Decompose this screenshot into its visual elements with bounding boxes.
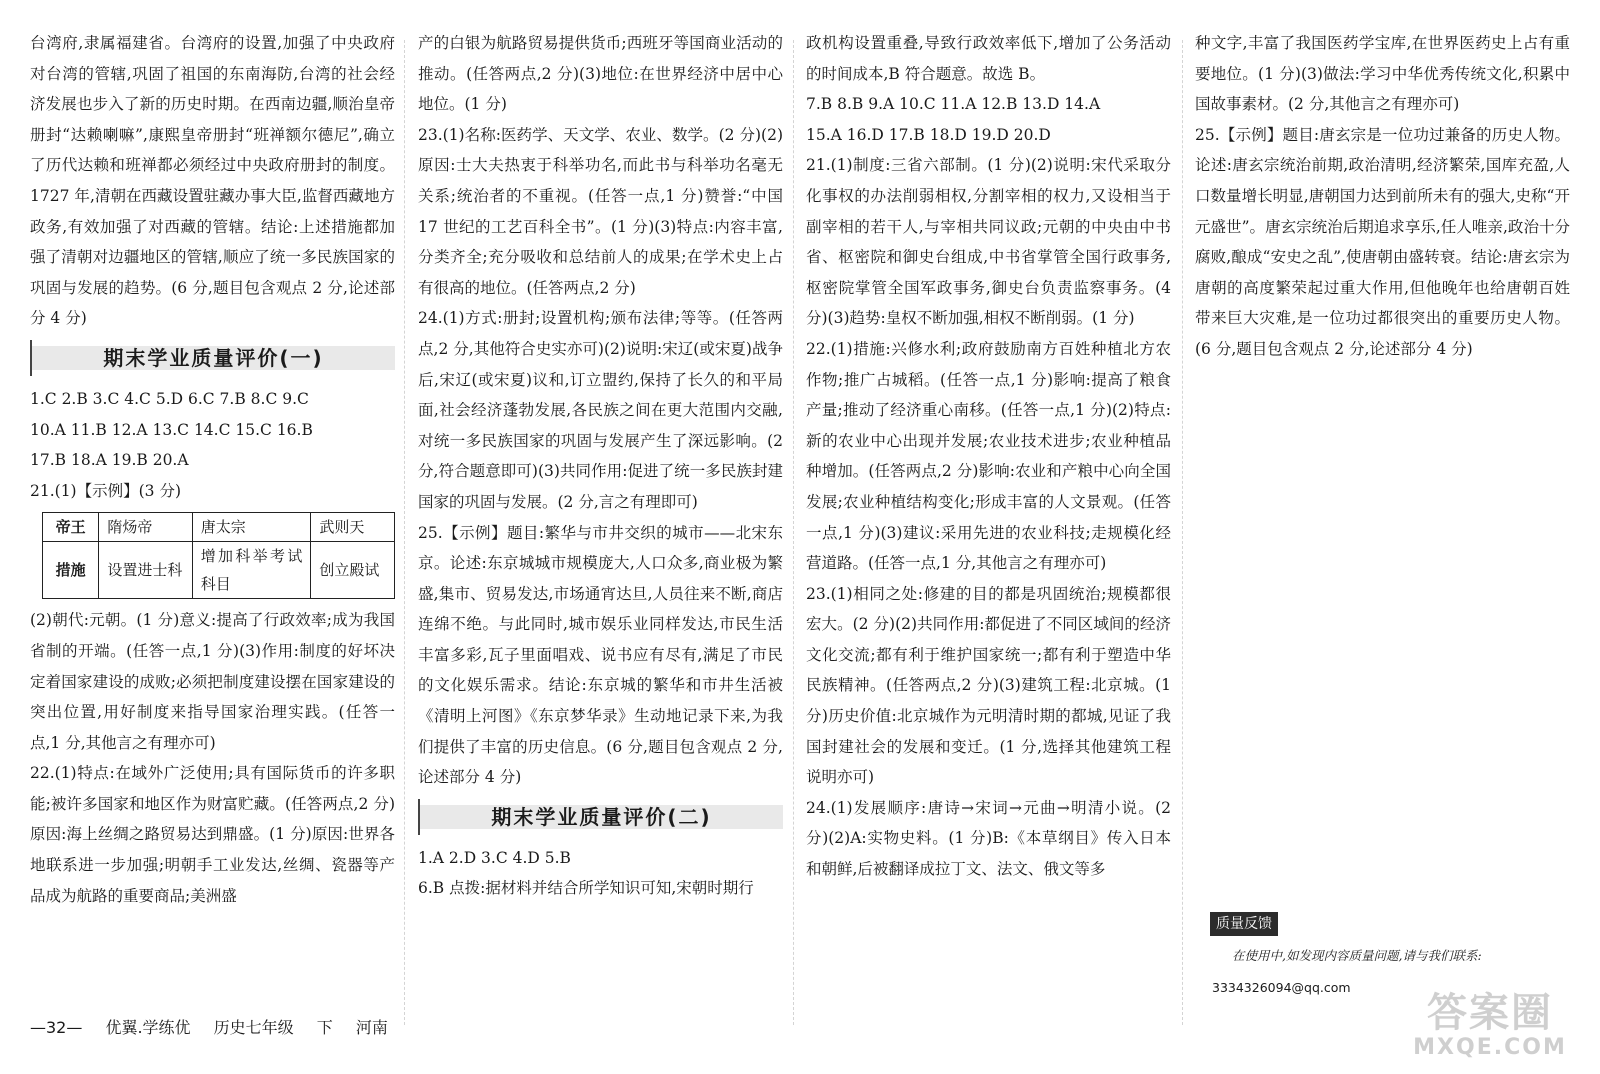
question-21-label: 21.(1)【示例】(3 分) bbox=[30, 481, 181, 500]
table-header-cell: 帝王 bbox=[43, 513, 99, 542]
table-row bbox=[43, 542, 395, 599]
column-4 bbox=[1195, 28, 1570, 365]
section-heading-final-1: 期末学业质量评价(一) bbox=[30, 340, 395, 376]
watermark-url: MXQE.COM bbox=[1413, 1035, 1567, 1060]
column-divider bbox=[793, 40, 794, 1025]
paragraph: 政机构设置重叠,导致行政效率低下,增加了公务活动的时间成本,B 符合题意。故选 B。 bbox=[806, 34, 1171, 83]
table-cell: 创立殿试 bbox=[311, 542, 395, 599]
column-1 bbox=[30, 28, 395, 911]
paragraph: 台湾府,隶属福建省。台湾府的设置,加强了中央政府对台湾的管辖,巩固了祖国的东南海防,台湾的社会经济发展也步入了新的历史时期。在西南边疆,顺治皇帝册封“达赖喇嘛”,康熙皇帝册封“班禅额尔德尼”,确立了历代达赖和班禅都必须经过中央政府册封的制度。1727 年,清朝在西藏设置驻藏办事大臣,监督西藏地方政务,有效加强了对西藏的管辖。结论:上述措施都加强了清朝对边疆地区的管辖,顺应了统一多民族国家的巩固与发展的趋势。(6 分,题目包含观点 2 分,论述部分 4 分) bbox=[30, 34, 395, 328]
watermark-logo-text: 答案圈 bbox=[1427, 990, 1553, 1036]
feedback-text: 在使用中,如发现内容质量问题,请与我们联系: bbox=[1232, 948, 1482, 963]
paragraph: 6.B 点拨:据材料并结合所学知识可知,宋朝时期行 bbox=[418, 879, 754, 898]
paragraph: 25.【示例】题目:唐玄宗是一位功过兼备的历史人物。论述:唐玄宗统治前期,政治清明,经济繁荣,国库充盈,人口数量增长明显,唐朝国力达到前所未有的强大,史称“开元盛世”。唐玄宗统治后期追求享乐,任人唯亲,政治十分腐败,酿成“安史之乱”,使唐朝由盛转衰。结论:唐玄宗为唐朝的高度繁荣起过重大作用,但他晚年也给唐朝百姓带来巨大灾难,是一位功过都很突出的重要历史人物。(6 分,题目包含观点 2 分,论述部分 4 分) bbox=[1195, 125, 1570, 358]
column-2 bbox=[418, 28, 783, 904]
multiple-choice-answers: 17.B 18.A 19.B 20.A bbox=[30, 451, 189, 470]
column-divider bbox=[404, 40, 405, 1025]
table-cell: 隋炀帝 bbox=[99, 513, 192, 542]
table-cell: 增加科举考试科目 bbox=[192, 542, 311, 599]
multiple-choice-answers: 7.B 8.B 9.A 10.C 11.A 12.B 13.D 14.A bbox=[806, 95, 1101, 114]
paragraph: 23.(1)名称:医药学、天文学、农业、数学。(2 分)(2)原因:士大夫热衷于科举功名,而此书与科举功名毫无关系;统治者的不重视。(任答一点,1 分)赞誉:“中国 17 世纪的工艺百科全书”。(1 分)(3)特点:内容丰富,分类齐全;充分吸收和总结前人的成果;在学术史上占有很高的地位。(任答两点,2 分) bbox=[418, 125, 783, 297]
multiple-choice-answers: 1.C 2.B 3.C 4.C 5.D 6.C 7.B 8.C 9.C bbox=[30, 389, 309, 408]
footer-region: 河南 bbox=[355, 1018, 388, 1037]
table-cell: 唐太宗 bbox=[192, 513, 311, 542]
quality-feedback-badge: 质量反馈 bbox=[1210, 912, 1278, 936]
multiple-choice-answers: 15.A 16.D 17.B 18.D 19.D 20.D bbox=[806, 125, 1051, 144]
footer-term: 下 bbox=[316, 1018, 333, 1037]
site-watermark bbox=[1400, 990, 1580, 1066]
table-header-cell: 措施 bbox=[43, 542, 99, 599]
footer-subject: 历史七年级 bbox=[213, 1018, 294, 1037]
table-row bbox=[43, 513, 395, 542]
paragraph: 22.(1)特点:在域外广泛使用;具有国际货币的许多职能;被许多国家和地区作为财富贮藏。(任答两点,2 分)原因:海上丝绸之路贸易达到鼎盛。(1 分)原因:世界各地联系进一步加强;明朝手工业发达,丝绸、瓷器等产品成为航路的重要商品;美洲盛 bbox=[30, 764, 395, 905]
multiple-choice-answers: 10.A 11.B 12.A 13.C 14.C 15.C 16.B bbox=[30, 420, 313, 439]
column-divider bbox=[1182, 40, 1183, 1025]
table-cell: 设置进士科 bbox=[99, 542, 192, 599]
paragraph: 23.(1)相同之处:修建的目的都是巩固统治;规模都很宏大。(2 分)(2)共同作用:都促进了不同区域间的经济文化交流;都有利于维护国家统一;都有利于塑造中华民族精神。(任答两点,2 分)(3)建筑工程:北京城。(1 分)历史价值:北京城作为元明清时期的都城,见证了我国封建社会的发展和变迁。(1 分,选择其他建筑工程说明亦可) bbox=[806, 584, 1171, 787]
table-cell: 武则天 bbox=[311, 513, 395, 542]
answer-table bbox=[42, 512, 395, 599]
paragraph: 21.(1)制度:三省六部制。(1 分)(2)说明:宋代采取分化事权的办法削弱相权,分割宰相的权力,又设相当于副宰相的若干人,与宰相共同议政;元朝的中央由中书省、枢密院和御史台组成,中书省掌管全国行政事务,枢密院掌管全国军政事务,御史台负责监察事务。(4 分)(3)趋势:皇权不断加强,相权不断削弱。(1 分) bbox=[806, 156, 1171, 328]
multiple-choice-answers: 1.A 2.D 3.C 4.D 5.B bbox=[418, 848, 571, 867]
page-number: —32— bbox=[30, 1018, 83, 1037]
paragraph: 种文字,丰富了我国医药学宝库,在世界医药史上占有重要地位。(1 分)(3)做法:学习中华优秀传统文化,积累中国故事素材。(2 分,其他言之有理亦可) bbox=[1195, 34, 1570, 114]
page-footer bbox=[30, 1014, 406, 1042]
paragraph: (2)朝代:元朝。(1 分)意义:提高了行政效率;成为我国省制的开端。(任答一点,1 分)(3)作用:制度的好坏决定着国家建设的成败;必须把制度建设摆在国家建设的突出位置,用好制度来指导国家治理实践。(任答一点,1 分,其他言之有理亦可) bbox=[30, 611, 395, 752]
paragraph: 24.(1)方式:册封;设置机构;颁布法律;等等。(任答两点,2 分,其他符合史实亦可)(2)说明:宋辽(或宋夏)战争后,宋辽(或宋夏)议和,订立盟约,保持了长久的和平局面,社会经济蓬勃发展,各民族之间在更大范围内交融,对统一多民族国家的巩固与发展产生了深远影响。(2 分,符合题意即可)(3)共同作用:促进了统一多民族封建国家的巩固与发展。(2 分,言之有理即可) bbox=[418, 309, 783, 511]
section-heading-final-2: 期末学业质量评价(二) bbox=[418, 799, 783, 835]
paragraph: 22.(1)措施:兴修水利;政府鼓励南方百姓种植北方农作物;推广占城稻。(任答一点,1 分)影响:提高了粮食产量;推动了经济重心南移。(任答一点,1 分)(2)特点:新的农业中心出现并发展;农业技术进步;农业种植品种增加。(任答两点,2 分)影响:农业和产粮中心向全国发展;农业种植结构变化;形成丰富的人文景观。(任答一点,1 分)(3)建议:采用先进的农业科技;走规模化经营道路。(任答一点,1 分,其他言之有理亦可) bbox=[806, 339, 1171, 573]
column-3 bbox=[806, 28, 1171, 885]
paragraph: 产的白银为航路贸易提供货币;西班牙等国商业活动的推动。(任答两点,2 分)(3)地位:在世界经济中居中心地位。(1 分) bbox=[418, 34, 783, 114]
paragraph: 24.(1)发展顺序:唐诗→宋词→元曲→明清小说。(2 分)(2)A:实物史料。(1 分)B:《本草纲目》传入日本和朝鲜,后被翻译成拉丁文、法文、俄文等多 bbox=[806, 798, 1171, 879]
paragraph: 25.【示例】题目:繁华与市井交织的城市——北宋东京。论述:东京城城市规模庞大,人口众多,商业极为繁盛,集市、贸易发达,市场通宵达旦,人员往来不断,商店连绵不绝。与此同时,城市娱乐业同样发达,市民生活丰富多彩,瓦子里面唱戏、说书应有尽有,满足了市民的文化娱乐需求。结论:东京城的繁华和市井生活被《清明上河图》《东京梦华录》生动地记录下来,为我们提供了丰富的历史信息。(6 分,题目包含观点 2 分,论述部分 4 分) bbox=[418, 523, 783, 787]
footer-brand: 优翼.学练优 bbox=[105, 1018, 191, 1037]
feedback-email: 3334326094@qq.com bbox=[1212, 980, 1351, 995]
